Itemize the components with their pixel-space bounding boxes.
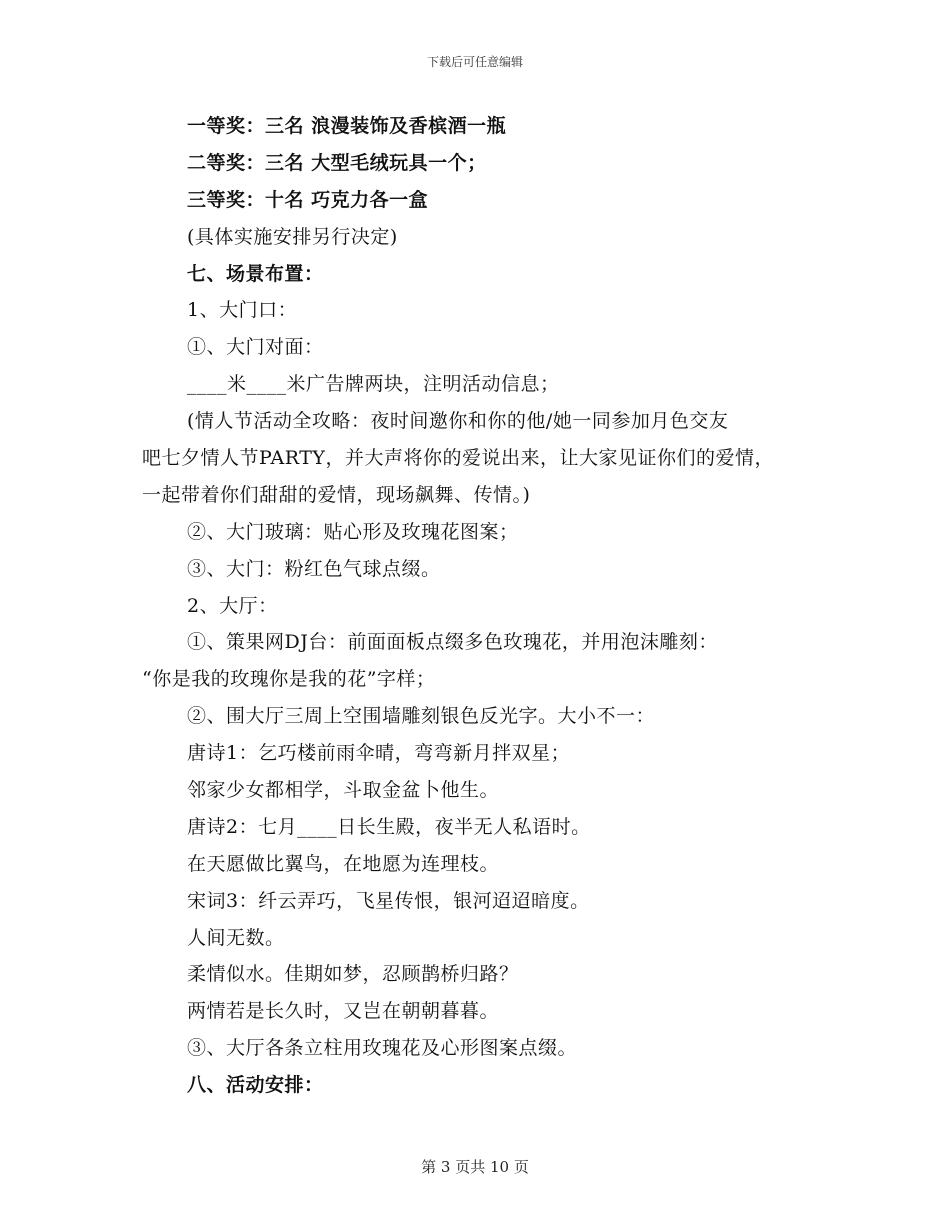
prize-first: 一等奖：三名 浪漫装饰及香槟酒一瓶 xyxy=(187,115,507,137)
prize-third: 三等奖：十名 巧克力各一盒 xyxy=(187,188,429,211)
note-paragraph-line-2: 吧七夕情人节PARTY，并大声将你的爱说出来，让大家见证你们的爱情， xyxy=(142,447,774,470)
poem-3-line-2: 人间无数。 xyxy=(187,926,285,949)
page-header: 下载后可任意编辑 xyxy=(426,55,523,69)
section-7-heading: 七、场景布置： xyxy=(187,262,324,285)
poem-3-line-1: 宋词3：纤云弄巧，飞星传恨，银河迢迢暗度。 xyxy=(187,889,590,912)
item-entrance: 1、大门口： xyxy=(187,299,298,322)
poem-1-line-2: 邻家少女都相学，斗取金盆卜他生。 xyxy=(187,779,500,802)
item-hall-walls: ②、围大厅三周上空围墙雕刻银色反光字。大小不一： xyxy=(187,705,656,728)
note-paragraph-line-3: 一起带着你们甜甜的爱情，现场飙舞、传情。) xyxy=(142,483,531,506)
document-body xyxy=(142,108,822,1104)
item-hall-dj-line-1: ①、策果网DJ台：前面面板点缀多色玫瑰花，并用泡沫雕刻： xyxy=(187,631,718,654)
item-hall-dj-line-2: “你是我的玫瑰你是我的花”字样； xyxy=(142,668,436,691)
note-paragraph-line-1: (情人节活动全攻略：夜时间邀你和你的他/她一同参加月色交友 xyxy=(187,410,729,433)
item-entrance-opposite: ①、大门对面： xyxy=(187,336,324,359)
prize-note: (具体实施安排另行决定) xyxy=(187,225,398,248)
item-hall-columns: ③、大厅各条立柱用玫瑰花及心形图案点缀。 xyxy=(187,1037,578,1060)
item-hall: 2、大厅： xyxy=(187,594,278,617)
poem-2-line-1: 唐诗2：七月____日长生殿，夜半无人私语时。 xyxy=(187,815,591,838)
poem-2-line-2: 在天愿做比翼鸟，在地愿为连理枝。 xyxy=(187,852,500,875)
poem-3-line-3: 柔情似水。佳期如梦，忍顾鹊桥归路？ xyxy=(187,963,519,986)
item-entrance-glass: ②、大门玻璃：贴心形及玫瑰花图案； xyxy=(187,520,519,543)
prize-second: 二等奖：三名 大型毛绒玩具一个； xyxy=(187,151,487,174)
item-entrance-billboard: ____米____米广告牌两块，注明活动信息； xyxy=(187,373,560,396)
poem-1-line-1: 唐诗1：乞巧楼前雨伞晴，弯弯新月拌双星； xyxy=(187,742,571,765)
page-number: 第 3 页共 10 页 xyxy=(421,1158,529,1176)
section-8-heading: 八、活动安排： xyxy=(187,1074,324,1097)
item-entrance-door: ③、大门：粉红色气球点缀。 xyxy=(187,557,441,580)
poem-3-line-4: 两情若是长久时，又岂在朝朝暮暮。 xyxy=(187,1000,500,1023)
